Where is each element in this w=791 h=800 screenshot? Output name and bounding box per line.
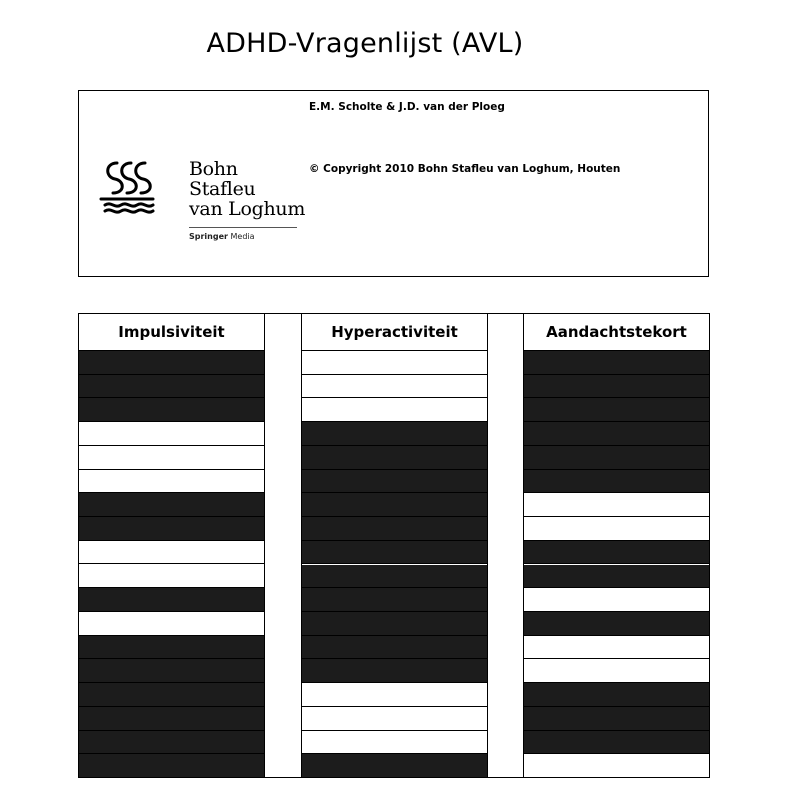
grid-cell [302,683,487,707]
grid-cell [79,707,264,731]
grid-cell [524,351,709,375]
column-heading: Hyperactiviteit [302,313,487,351]
grid-cell [524,517,709,541]
grid-cell [302,493,487,517]
springer-word: Springer [189,232,228,241]
column-impulsiviteit [78,313,265,778]
media-word: Media [227,232,255,241]
grid-cell [302,731,487,755]
grid-cell [524,659,709,683]
column-heading: Impulsiviteit [79,313,264,351]
publisher-line-3: van Loghum [189,198,306,220]
grid-cell [524,612,709,636]
grid-cell [524,707,709,731]
grid-cell [79,446,264,470]
grid-cell [524,446,709,470]
grid-cell [79,636,264,660]
publisher-divider [189,227,297,228]
grid-cell [79,659,264,683]
grid-cell [524,493,709,517]
publisher-line-2: Stafleu [189,178,256,200]
grid-cell [524,731,709,755]
grid-cell [524,588,709,612]
springer-media-label [189,232,255,241]
grid-cell [302,446,487,470]
grid-cell [524,398,709,422]
grid-cell [302,422,487,446]
grid-cell [79,565,264,589]
copyright-notice: © Copyright 2010 Bohn Stafleu van Loghum, Houten [309,163,621,175]
page-title: ADHD-Vragenlijst (AVL) [206,28,524,59]
authors: E.M. Scholte & J.D. van der Ploeg [309,101,505,113]
grid-cell [302,636,487,660]
grid-cell [79,541,264,565]
grid-cell [79,422,264,446]
grid-cell [302,659,487,683]
grid-cell [79,754,264,778]
grid-cell [524,541,709,565]
grid-cell [524,565,709,589]
column-hyperactiviteit [301,313,488,778]
grid-cell [79,588,264,612]
grid-cell [79,375,264,399]
bsl-logo-icon [97,157,157,217]
grid-cell [524,636,709,660]
grid-cell [302,707,487,731]
grid-cell [524,754,709,778]
grid-cell [79,398,264,422]
grid-cell [302,398,487,422]
column-heading: Aandachtstekort [524,313,709,351]
grid-cell [524,683,709,707]
grid-cell [302,612,487,636]
grid-cell [302,375,487,399]
grid-cell [79,683,264,707]
grid-cell [302,351,487,375]
grid-cell [79,517,264,541]
grid-cell [302,470,487,494]
grid-cell [79,493,264,517]
grid-cell [302,517,487,541]
grid-cell [524,375,709,399]
grid-cell [302,588,487,612]
grid-cell [302,565,487,589]
grid-cell [524,422,709,446]
publisher-box [78,90,709,277]
grid-cell [79,351,264,375]
grid-cell [302,754,487,778]
publisher-line-1: Bohn [189,158,238,180]
grid-cell [79,470,264,494]
publisher-name [189,159,305,219]
column-aandachtstekort [523,313,710,778]
grid-cell [302,541,487,565]
grid-cell [524,470,709,494]
grid-cell [79,612,264,636]
grid-cell [79,731,264,755]
